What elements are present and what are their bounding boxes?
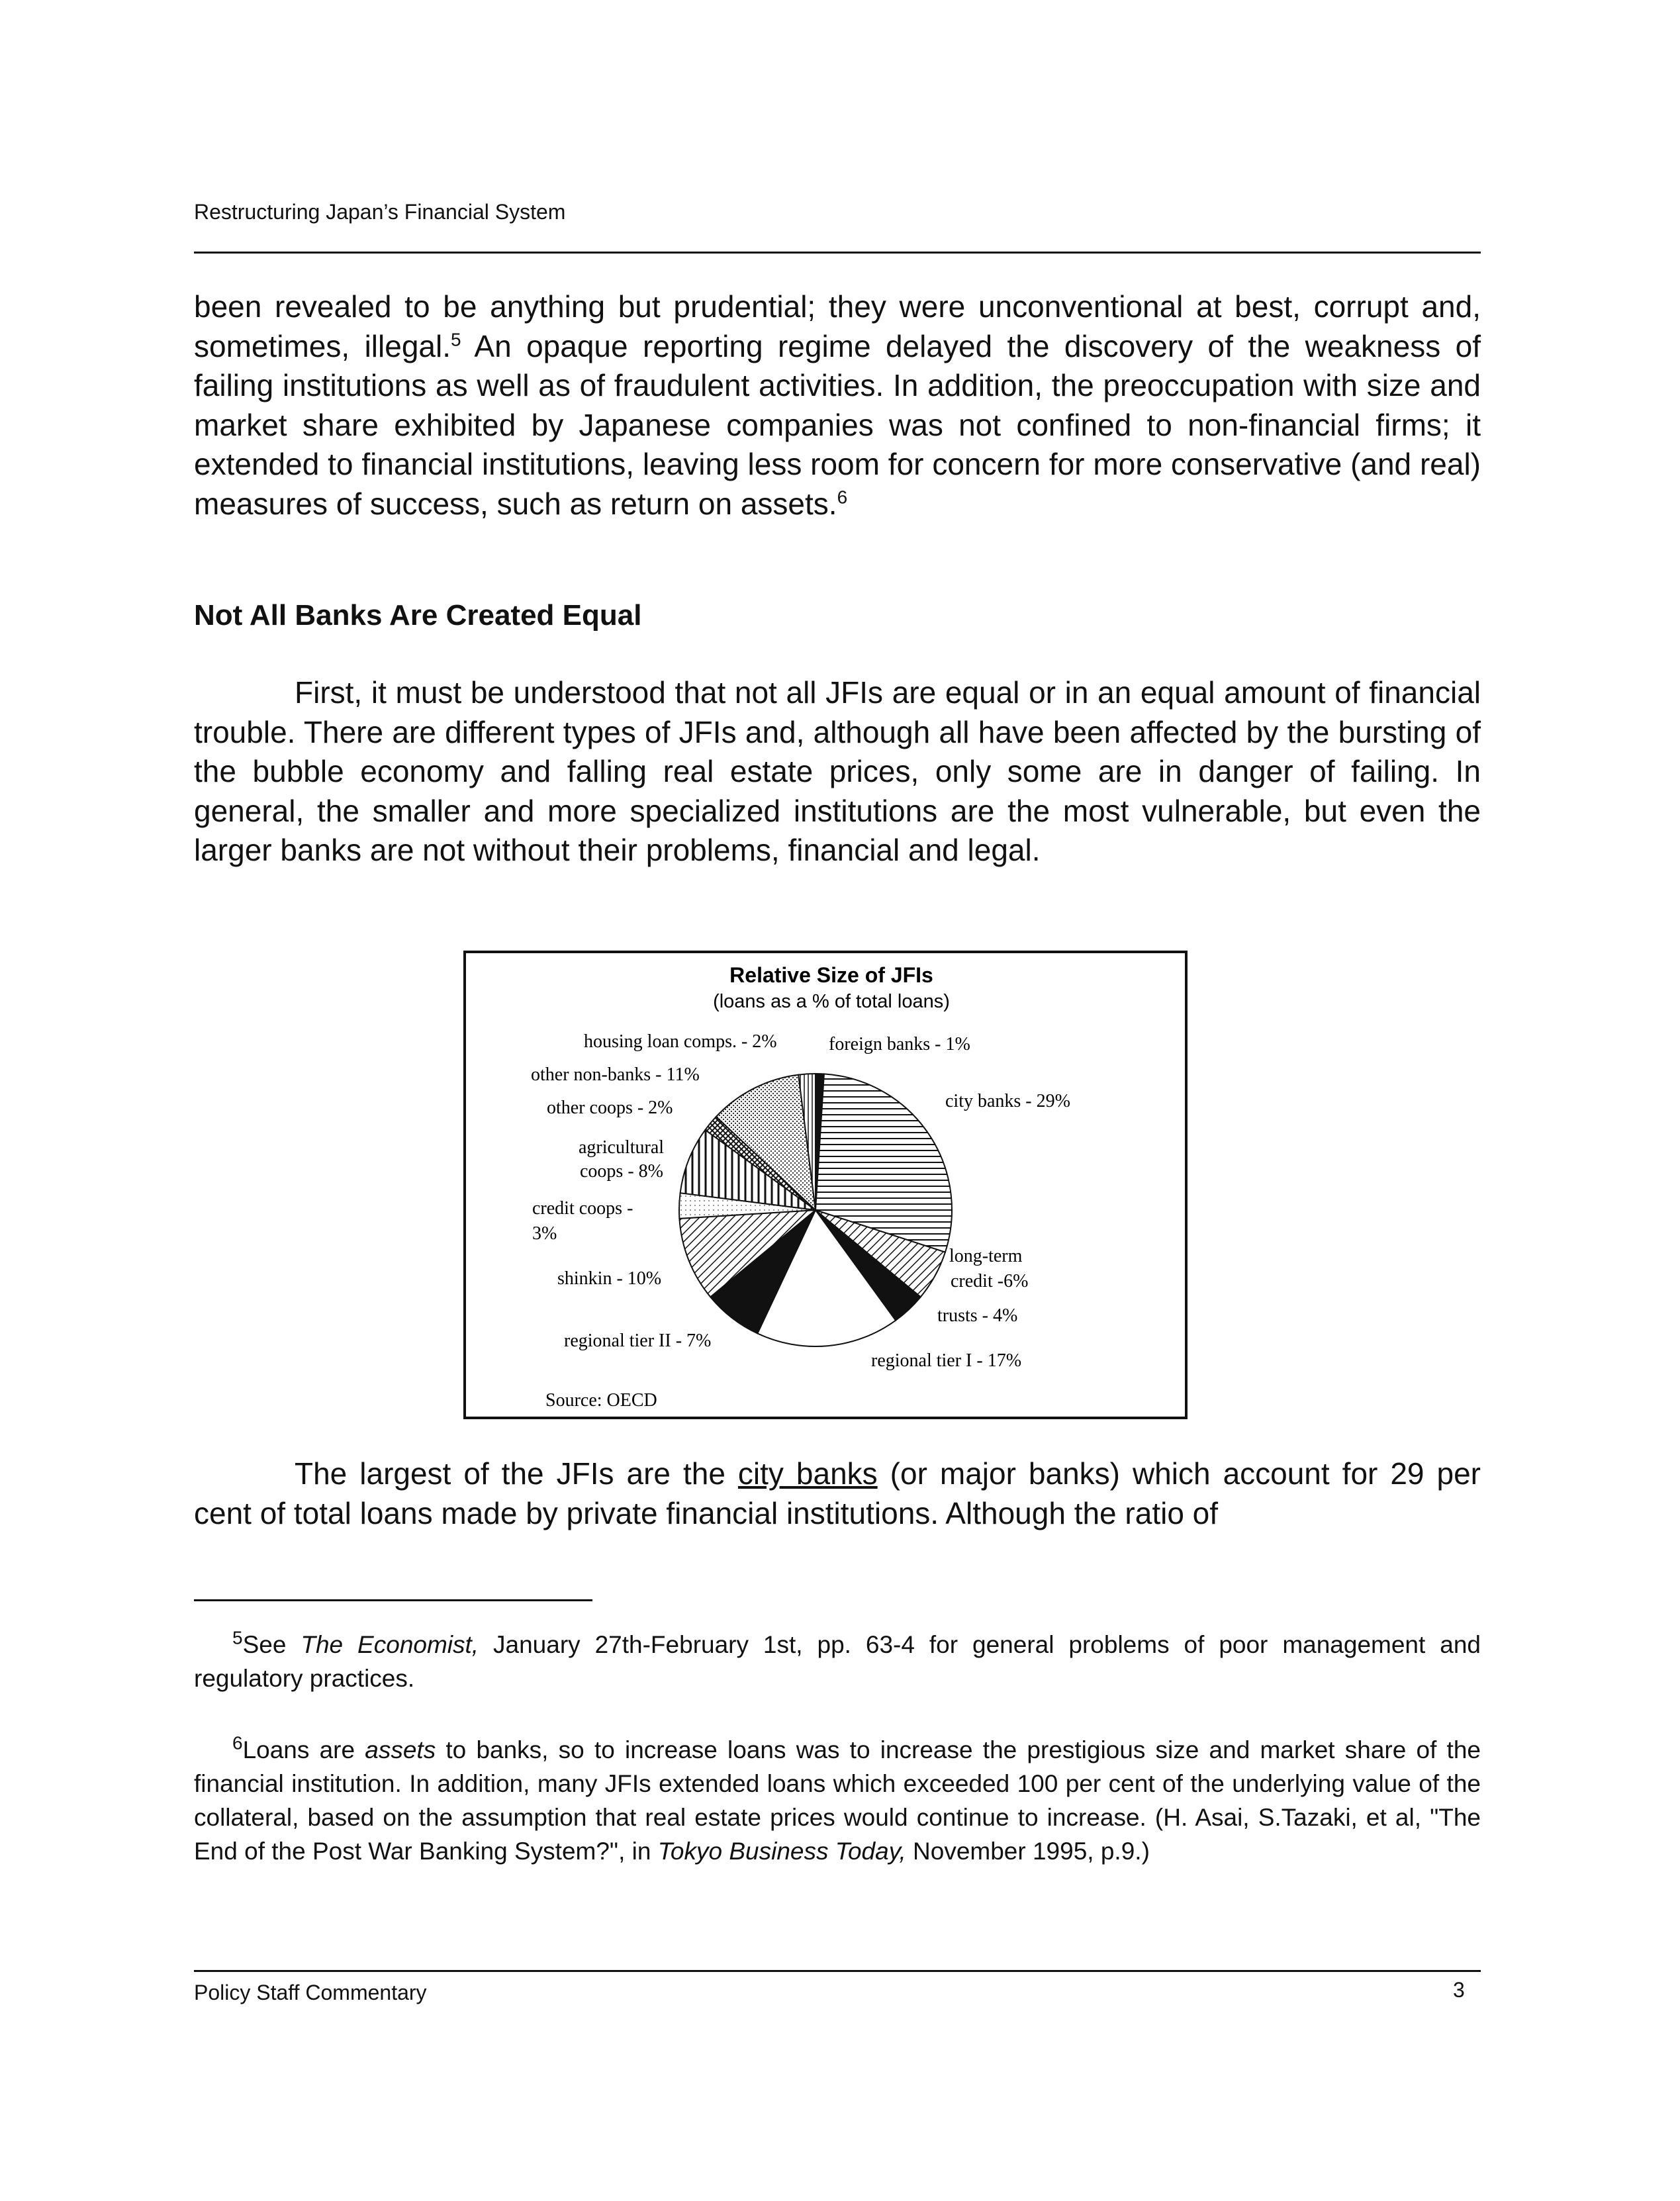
label-agricultural-2: coops - 8% — [580, 1161, 663, 1182]
city-banks-link: city banks — [737, 1456, 878, 1491]
label-long-term-2: credit -6% — [951, 1271, 1029, 1291]
chart-source: Source: OECD — [545, 1390, 657, 1411]
running-header: Restructuring Japan’s Financial System — [194, 200, 566, 224]
label-credit-coops-1: credit coops - — [532, 1198, 633, 1219]
label-trusts: trusts - 4% — [937, 1305, 1018, 1326]
footnote-5: $^5$See The Economist, January 27th-February 1st, pp. 63-4 for general problems of poor management and regulatory practices. — [194, 1627, 1481, 1692]
label-shinkin: shinkin - 10% — [557, 1268, 662, 1289]
section-heading: Not All Banks Are Created Equal — [194, 599, 642, 632]
paragraph-1: been revealed to be anything but prudential; they were unconventional at best, corrupt and, sometimes, illegal.$^5$ An opaque reporting regime delayed the discovery of the weakness of failing institutions as well as of fraudulent activities. In addition, the preoccupation with size and market share exhibited by Japanese companies was not confined to non-financial firms; it extended to financial institutions, leaving less room for concern for more conservative (and real) measures of success, such as return on assets.$^6$ — [194, 289, 1481, 521]
chart-title: Relative Size of JFIs — [729, 963, 933, 987]
label-other-non-banks: other non-banks - 11% — [531, 1064, 700, 1085]
footnote-ref-5: 5 — [450, 329, 461, 350]
label-credit-coops-2: 3% — [532, 1223, 557, 1244]
label-regional-tier-1: regional tier I - 17% — [871, 1350, 1022, 1371]
label-agricultural-1: agricultural — [579, 1137, 665, 1158]
pie-chart-figure — [463, 951, 1188, 1419]
pie-chart — [466, 953, 1185, 1417]
label-other-coops: other coops - 2% — [547, 1098, 673, 1118]
label-foreign-banks: foreign banks - 1% — [829, 1034, 970, 1054]
chart-subtitle: (loans as a % of total loans) — [713, 991, 950, 1012]
footnote-6: $^6$Loans are assets to banks, so to increase loans was to increase the prestigious size and market share of the financial institution. In addition, many JFIs extended loans which exceeded 100 per cent of the underlying value of the collateral, based on the assumption that real estate prices would continue to increase. (H. Asai, S.Tazaki, et al, "The End of the Post War Banking System?", in Tokyo Business Today, November 1995, p.9.) — [194, 1732, 1481, 1865]
label-city-banks: city banks - 29% — [945, 1091, 1070, 1111]
pie-slices — [679, 1074, 952, 1346]
footnote-rule — [194, 1599, 592, 1601]
label-housing-loan-comps: housing loan comps. - 2% — [584, 1031, 777, 1052]
page-number: 3 — [1453, 1978, 1465, 2002]
footnote-ref-6: 6 — [837, 487, 848, 508]
paragraph-2: First, it must be understood that not all JFIs are equal or in an equal amount of financial trouble. There are different types of JFIs and, although all have been affected by the bursting of the bubble economy and falling real estate prices, only some are in danger of failing. In general, the smaller and more specialized institutions are the most vulnerable, but even the larger banks are not without their problems, financial and legal. — [194, 675, 1481, 867]
footer-publication: Policy Staff Commentary — [194, 1981, 427, 2004]
footer-rule — [194, 1970, 1481, 1972]
label-regional-tier-2: regional tier II - 7% — [564, 1331, 712, 1351]
label-long-term-1: long-term — [949, 1246, 1023, 1266]
paragraph-3: The largest of the JFIs are the city banks (or major banks) which account for 29 per cent of total loans made by private financial institutions. Although the ratio of — [194, 1456, 1481, 1530]
header-rule — [194, 252, 1481, 254]
